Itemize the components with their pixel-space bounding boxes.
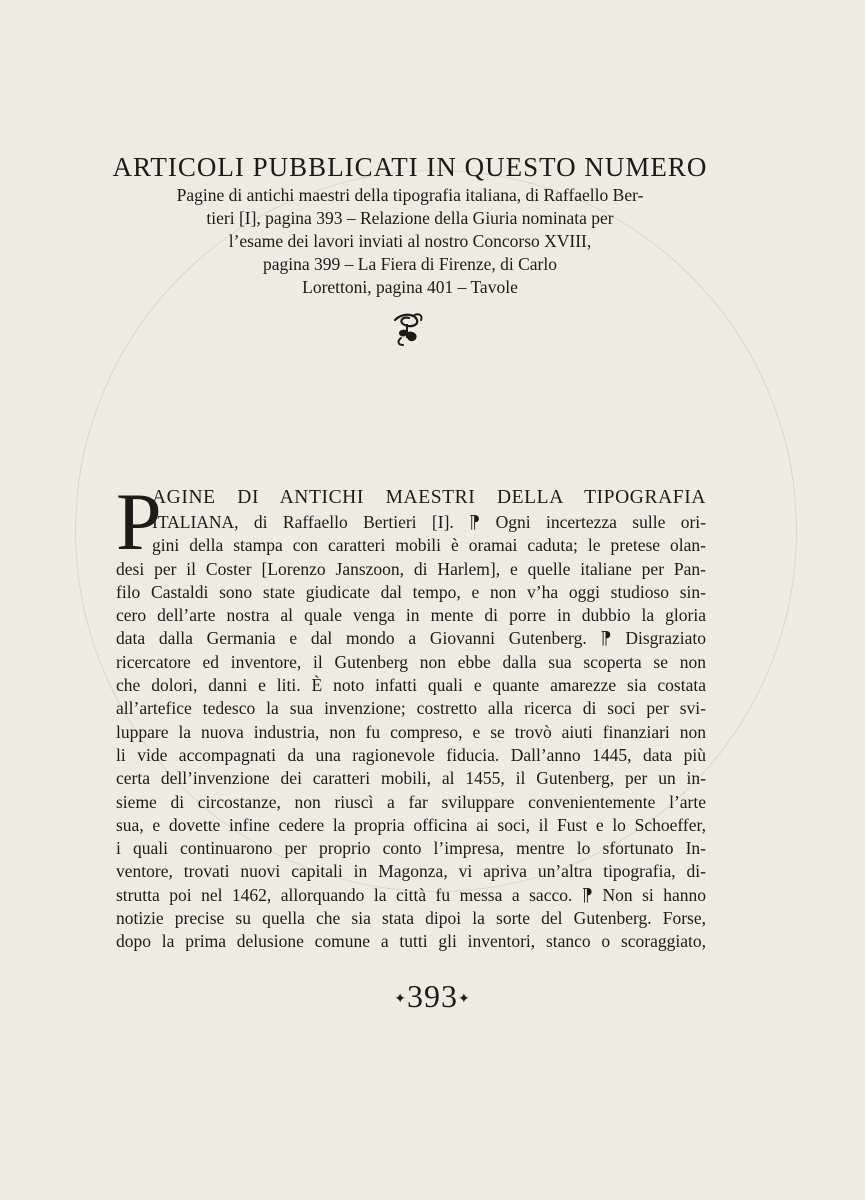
article-line: strutta poi nel 1462, allorquando la città fu messa a sacco. ⁋ Non si hanno <box>116 884 706 905</box>
article-line: dopo la prima delusione comune a tutti gli inventori, stanco o scoraggiato, <box>116 931 706 952</box>
contents-list <box>110 184 710 299</box>
article-line: filo Castaldi sono state giudicate dal tempo, e non v’ha oggi studioso sin- <box>116 581 706 602</box>
contents-box <box>110 150 710 299</box>
contents-line: Pagine di antichi maestri della tipografia italiana, di Raffaello Ber- <box>176 185 644 205</box>
article-line: notizie precise su quella che sia stata dipoi la sorte del Gutenberg. Forse, <box>116 908 706 929</box>
article-body <box>116 476 706 954</box>
article-line: che dolori, danni e liti. È noto infatti quali e quante amarezze sia costata <box>116 675 706 696</box>
article-line: desi per il Coster [Lorenzo Janszoon, di Harlem], e quelle italiane per Pan- <box>116 558 706 579</box>
article-line: sieme di circostanze, non riuscì a far sviluppare convenientemente l’arte <box>116 791 706 812</box>
contents-line: l’esame dei lavori inviati al nostro Concorso XVIII, <box>228 231 592 251</box>
article-line: all’artefice tedesco la sua invenzione; costretto alla ricerca di soci per svi- <box>116 698 706 719</box>
article-line: ITALIANA, di Raffaello Bertieri [I]. ⁋ Ogni incertezza sulle ori- <box>152 512 706 532</box>
article-line: certa dell’invenzione dei caratteri mobili, al 1455, il Gutenberg, per un in- <box>116 768 706 789</box>
article-line: luppare la nuova industria, non fu compreso, e se trovò aiuti finanziari non <box>116 721 706 742</box>
page-number <box>0 978 865 1015</box>
article-line: cero dell’arte nostra al quale venga in mente di porre in dubbio la gloria <box>116 605 706 626</box>
contents-line: pagina 399 – La Fiera di Firenze, di Carlo <box>262 254 557 274</box>
article-line: li vide accompagnati da una ragionevole fiducia. Dall’anno 1445, data più <box>116 744 706 765</box>
article-line: sua, e dovette infine cedere la propria officina ai soci, il Fust e lo Schoeffer, <box>116 814 706 835</box>
contents-title: ARTICOLI PUBBLICATI IN QUESTO NUMERO <box>112 152 708 182</box>
article-line: data dalla Germania e dal mondo a Giovanni Gutenberg. ⁋ Disgraziato <box>116 628 706 649</box>
drop-cap: P <box>116 476 162 567</box>
article-line: gini della stampa con caratteri mobili è oramai caduta; le pretese olan- <box>152 535 706 556</box>
contents-line: tieri [I], pagina 393 – Relazione della Giuria nominata per <box>206 208 614 228</box>
article-line: ricercatore ed inventore, il Gutenberg non ebbe dalla sua scoperta se non <box>116 651 706 672</box>
article-line: ventore, trovati nuovi capitali in Magonza, vi apriva un’altra tipografia, di- <box>116 861 706 882</box>
article-heading-line: AGINE DI ANTICHI MAESTRI DELLA TIPOGRAFIA <box>152 487 706 508</box>
article-line: i quali continuarono per proprio conto l’impresa, mentre lo sfortunato In- <box>116 838 706 859</box>
page-number-text: 393 <box>407 978 458 1014</box>
fleuron-icon <box>389 308 425 348</box>
ornament-dot: ✦ <box>394 992 407 1008</box>
contents-line: Lorettoni, pagina 401 – Tavole <box>302 277 518 297</box>
ornament-dot: ✦ <box>458 992 471 1008</box>
